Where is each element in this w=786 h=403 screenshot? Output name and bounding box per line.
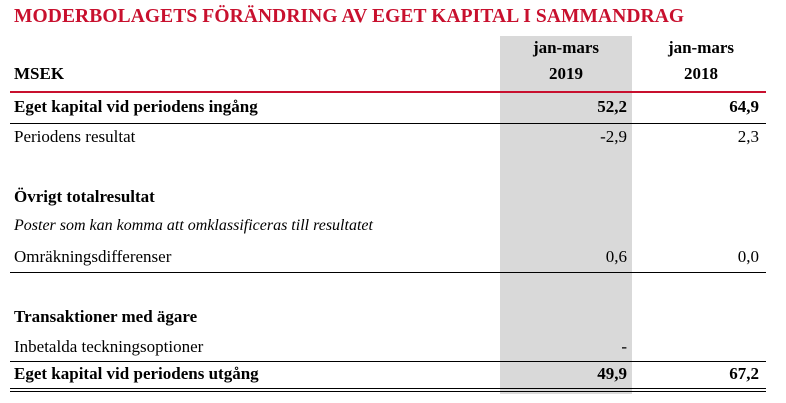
row-divider: [10, 272, 766, 273]
row-value-2019: 49,9: [597, 364, 627, 383]
table-row: [0, 217, 786, 243]
row-value-2019: -2,9: [600, 127, 627, 146]
row-label: Eget kapital vid periodens utgång: [14, 364, 259, 383]
statement-title: MODERBOLAGETS FÖRÄNDRING AV EGET KAPITAL I SAMMANDRAG: [14, 6, 685, 27]
row-label: Eget kapital vid periodens ingång: [14, 97, 258, 116]
table-row: [0, 337, 786, 363]
total-double-rule-top: [10, 388, 766, 389]
row-label: Inbetalda teckningsoptioner: [14, 337, 204, 356]
column-header-2019-period: jan-mars: [532, 38, 600, 57]
table-row: [0, 364, 786, 390]
row-value-2019: 52,2: [597, 97, 627, 116]
table-row: [0, 127, 786, 153]
table-row: [0, 187, 786, 213]
row-value-2018: 0,0: [737, 247, 759, 266]
column-header-2018-year: 2018: [684, 64, 718, 83]
unit-label: MSEK: [14, 64, 65, 83]
row-value-2019: 0,6: [605, 247, 627, 266]
row-value-2019: -: [621, 337, 627, 356]
total-double-rule-bottom: [10, 391, 766, 392]
table-row: [0, 247, 786, 273]
column-header-2018-period: jan-mars: [667, 38, 735, 57]
row-label: Periodens resultat: [14, 127, 136, 146]
column-header-2019-year: 2019: [549, 64, 583, 83]
section-heading: Transaktioner med ägare: [14, 307, 198, 326]
row-value-2018: 64,9: [729, 97, 759, 116]
table-row: [0, 97, 786, 123]
row-value-2018: 67,2: [729, 364, 759, 383]
section-subheading: Poster som kan komma att omklassificeras till resultatet: [14, 217, 373, 234]
section-heading: Övrigt totalresultat: [14, 187, 155, 206]
row-divider: [10, 361, 766, 362]
row-value-2018: 2,3: [737, 127, 759, 146]
header-divider: [10, 91, 766, 93]
row-divider: [10, 123, 766, 124]
table-row: [0, 307, 786, 333]
row-label: Omräkningsdifferenser: [14, 247, 172, 266]
